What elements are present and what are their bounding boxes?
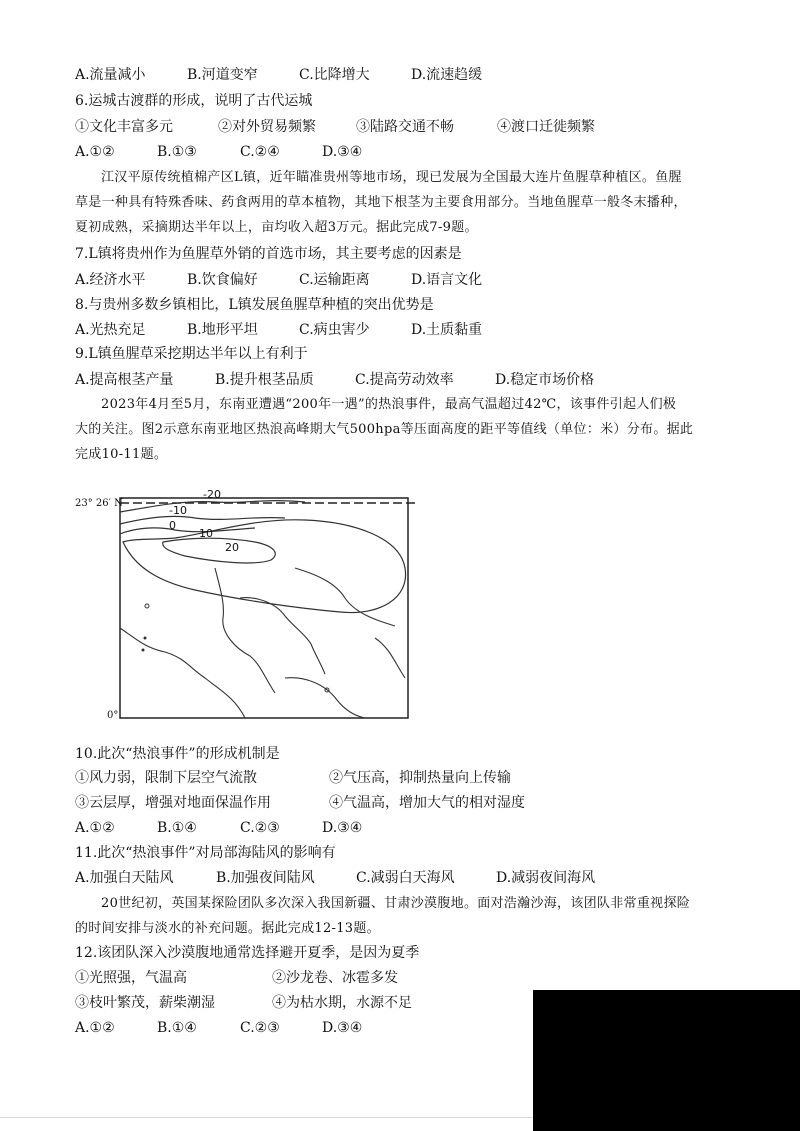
bottom-rule (0, 1117, 533, 1118)
redaction-block (533, 990, 800, 1131)
passage2-line-2: 大的关注。图2示意东南亚地区热浪高峰期大气500hpa等压面高度的距平等值线（单位：米）分布。据此 (75, 422, 694, 437)
q10-item-2: ②气压高，抑制热量向上传输 (329, 770, 511, 786)
heatwave-contour-map (75, 478, 420, 724)
q9-option-c: C.提高劳动效率 (355, 372, 454, 388)
q7-option-b: B.饮食偏好 (187, 272, 258, 288)
q6-item-3: ③陆路交通不畅 (356, 119, 454, 135)
coastline-4 (295, 568, 395, 626)
q8-option-b: B.地形平坦 (187, 322, 258, 338)
q12-option-c: C.②③ (240, 1020, 280, 1036)
q6-option-b: B.①③ (157, 144, 197, 160)
q12-option-b: B.①④ (157, 1020, 197, 1036)
q6-item-1: ①文化丰富多元 (75, 119, 173, 135)
q6-option-d: D.③④ (322, 144, 363, 160)
passage3-line-1: 20世纪初，英国某探险团队多次深入我国新疆、甘肃沙漠腹地。面对浩瀚沙海，该团队非常重视探险 (101, 896, 691, 911)
contour-label-20: 20 (225, 541, 239, 554)
contour-label-0: 0 (169, 519, 176, 532)
q7-stem: 7.L镇将贵州作为鱼腥草外销的首选市场，其主要考虑的因素是 (75, 246, 462, 262)
q10-option-b: B.①④ (157, 820, 197, 836)
q12-option-d: D.③④ (322, 1020, 363, 1036)
q10-item-4: ④气温高，增加大气的相对湿度 (329, 795, 525, 811)
coastline-2 (215, 568, 275, 693)
coastline-5 (375, 638, 405, 678)
q8-option-a: A.光热充足 (75, 322, 146, 338)
q9-stem: 9.L镇鱼腥草采挖期达半年以上有利于 (75, 346, 308, 362)
passage1-line-3: 夏初成熟，采摘期达半年以上，亩均收入超3万元。据此完成7-9题。 (75, 220, 478, 235)
coastline-6 (285, 678, 365, 718)
passage3-line-2: 的时间安排与淡水的补充问题。据此完成12-13题。 (75, 921, 380, 936)
q5-option-d: D.流速趋缓 (411, 67, 483, 83)
q11-option-a: A.加强白天陆风 (75, 870, 174, 886)
q10-option-a: A.①② (75, 820, 115, 836)
passage2-line-1: 2023年4月至5月，东南亚遭遇“200年一遇”的热浪事件，最高气温超过42℃，该事件引起人们极 (101, 397, 677, 412)
q11-option-d: D.减弱夜间海风 (496, 870, 596, 886)
q7-option-d: D.语言文化 (411, 272, 483, 288)
contour-minus-10 (120, 516, 285, 524)
q10-item-1: ①风力弱，限制下层空气流散 (75, 770, 257, 786)
q6-item-4: ④渡口迁徙频繁 (497, 119, 595, 135)
q8-option-c: C.病虫害少 (299, 322, 370, 338)
coastline-1 (120, 628, 245, 718)
q6-option-c: C.②④ (240, 144, 280, 160)
q9-option-b: B.提升根茎品质 (215, 372, 314, 388)
contour-20 (163, 538, 276, 563)
q10-option-c: C.②③ (240, 820, 280, 836)
q11-stem: 11.此次“热浪事件”对局部海陆风的影响有 (75, 845, 336, 861)
q10-stem: 10.此次“热浪事件”的形成机制是 (75, 746, 280, 762)
q5-option-b: B.河道变窄 (187, 67, 258, 83)
q6-option-a: A.①② (75, 144, 115, 160)
q5-option-a: A.流量减小 (75, 67, 146, 83)
contour-10 (123, 520, 406, 613)
q6-stem: 6.运城古渡群的形成，说明了古代运城 (75, 93, 313, 109)
q9-option-d: D.稳定市场价格 (495, 372, 595, 388)
q7-option-c: C.运输距离 (299, 272, 370, 288)
island-2 (144, 637, 147, 640)
q7-option-a: A.经济水平 (75, 272, 146, 288)
lat-label-bottom: 0° (107, 710, 119, 721)
contour-label-minus-10: -10 (169, 504, 187, 517)
passage1-line-1: 江汉平原传统植棉产区L镇，近年瞄准贵州等地市场，现已发展为全国最大连片鱼腥草种植区。鱼腥 (101, 170, 682, 185)
contour-label-10: 10 (199, 527, 213, 540)
q8-stem: 8.与贵州多数乡镇相比，L镇发展鱼腥草种植的突出优势是 (75, 297, 434, 313)
passage2-line-3: 完成10-11题。 (75, 447, 168, 462)
q12-item-4: ④为枯水期，水源不足 (272, 995, 412, 1011)
q9-option-a: A.提高根茎产量 (75, 372, 174, 388)
contour-0 (120, 528, 255, 534)
q12-option-a: A.①② (75, 1020, 115, 1036)
q8-option-d: D.土质黏重 (411, 322, 483, 338)
q5-option-c: C.比降增大 (299, 67, 370, 83)
q12-stem: 12.该团队深入沙漠腹地通常选择避开夏季，是因为夏季 (75, 945, 420, 961)
passage1-line-2: 草是一种具有特殊香味、药食两用的草本植物，其地下根茎为主要食用部分。当地鱼腥草一般冬末播种， (75, 195, 687, 210)
q12-item-1: ①光照强，气温高 (75, 970, 187, 986)
q12-item-3: ③枝叶繁茂，薪柴潮湿 (75, 995, 215, 1011)
map-svg (75, 478, 420, 724)
q11-option-c: C.减弱白天海风 (356, 870, 455, 886)
lat-label-top: 23° 26′ N (75, 498, 123, 509)
q10-option-d: D.③④ (322, 820, 363, 836)
island-3 (142, 649, 145, 652)
island-1 (145, 604, 149, 608)
contour-label-minus-20: -20 (203, 488, 221, 501)
q12-item-2: ②沙龙卷、冰雹多发 (272, 970, 398, 986)
q11-option-b: B.加强夜间陆风 (216, 870, 315, 886)
q10-item-3: ③云层厚，增强对地面保温作用 (75, 795, 271, 811)
q6-item-2: ②对外贸易频繁 (218, 119, 316, 135)
